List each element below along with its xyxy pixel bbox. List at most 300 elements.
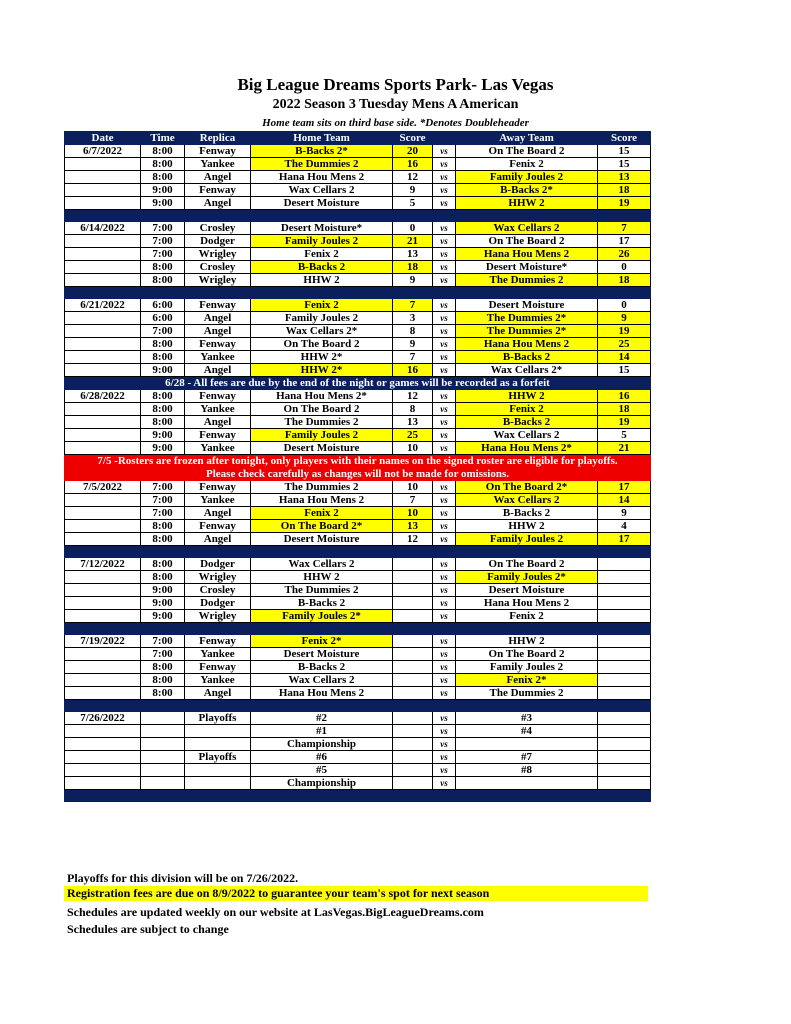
vs-label: vs — [433, 248, 456, 261]
field-name: Angel — [185, 364, 251, 377]
table-row — [65, 777, 651, 790]
home-team: Fenix 2* — [251, 635, 393, 648]
header-row — [65, 132, 651, 145]
game-date — [65, 184, 141, 197]
home-score — [393, 648, 433, 661]
field-name: Dodger — [185, 597, 251, 610]
separator-bar — [65, 623, 651, 635]
home-score: 7 — [393, 351, 433, 364]
table-row — [65, 197, 651, 210]
field-name: Wrigley — [185, 248, 251, 261]
home-score: 10 — [393, 481, 433, 494]
separator-bar — [65, 700, 651, 712]
game-time: 7:00 — [141, 635, 185, 648]
field-name: Angel — [185, 171, 251, 184]
roster-notice: Please check carefully as changes will not be made for omissions. — [65, 468, 651, 481]
away-team: HHW 2 — [456, 390, 598, 403]
away-score: 9 — [598, 312, 651, 325]
home-team: Desert Moisture* — [251, 222, 393, 235]
away-score — [598, 597, 651, 610]
home-team: Wax Cellars 2 — [251, 184, 393, 197]
away-score — [598, 712, 651, 725]
home-team: Family Joules 2 — [251, 312, 393, 325]
home-team: On The Board 2 — [251, 403, 393, 416]
table-row — [65, 533, 651, 546]
game-time: 8:00 — [141, 558, 185, 571]
away-team: On The Board 2 — [456, 235, 598, 248]
section-separator — [65, 210, 651, 222]
schedule-body — [65, 145, 651, 802]
roster-notice: 7/5 -Rosters are frozen after tonight, only players with their names on the signed roster are eligible for playoffs. — [65, 455, 651, 468]
field-name: Yankee — [185, 351, 251, 364]
away-team: On The Board 2 — [456, 648, 598, 661]
table-row — [65, 661, 651, 674]
home-team: Family Joules 2 — [251, 235, 393, 248]
separator-bar — [65, 287, 651, 299]
field-name: Wrigley — [185, 571, 251, 584]
game-date — [65, 171, 141, 184]
game-date — [65, 158, 141, 171]
away-score: 9 — [598, 507, 651, 520]
away-score — [598, 584, 651, 597]
table-row — [65, 235, 651, 248]
table-row — [65, 751, 651, 764]
game-date — [65, 520, 141, 533]
away-team: Fenix 2 — [456, 610, 598, 623]
vs-label: vs — [433, 725, 456, 738]
away-team: Wax Cellars 2 — [456, 494, 598, 507]
vs-label: vs — [433, 390, 456, 403]
table-row — [65, 274, 651, 287]
away-team: #4 — [456, 725, 598, 738]
table-row — [65, 520, 651, 533]
col-home-team: Home Team — [251, 132, 393, 145]
home-team: Championship — [251, 777, 393, 790]
away-score: 15 — [598, 158, 651, 171]
away-team: Fenix 2 — [456, 158, 598, 171]
away-team: #3 — [456, 712, 598, 725]
game-date — [65, 248, 141, 261]
game-time: 8:00 — [141, 533, 185, 546]
away-score: 16 — [598, 390, 651, 403]
home-score: 9 — [393, 274, 433, 287]
home-score: 13 — [393, 520, 433, 533]
away-team: Family Joules 2 — [456, 533, 598, 546]
table-row — [65, 158, 651, 171]
vs-label: vs — [433, 558, 456, 571]
away-team: Desert Moisture* — [456, 261, 598, 274]
vs-label: vs — [433, 674, 456, 687]
col-replica: Replica — [185, 132, 251, 145]
home-score: 5 — [393, 197, 433, 210]
field-name: Wrigley — [185, 274, 251, 287]
field-name: Angel — [185, 312, 251, 325]
away-score — [598, 777, 651, 790]
vs-label: vs — [433, 158, 456, 171]
game-date — [65, 197, 141, 210]
vs-label: vs — [433, 738, 456, 751]
page-title: Big League Dreams Sports Park- Las Vegas — [237, 75, 554, 94]
vs-label: vs — [433, 299, 456, 312]
footer-registration: Registration fees are due on 8/9/2022 to guarantee your team's spot for next season — [64, 886, 648, 901]
home-team: Fenix 2 — [251, 299, 393, 312]
footer-website: Schedules are updated weekly on our website at LasVegas.BigLeagueDreams.com — [67, 905, 484, 919]
away-score: 15 — [598, 364, 651, 377]
table-row — [65, 184, 651, 197]
field-name: Angel — [185, 325, 251, 338]
game-date — [65, 687, 141, 700]
col-away-score: Score — [598, 132, 651, 145]
home-score — [393, 751, 433, 764]
home-score: 10 — [393, 507, 433, 520]
away-team — [456, 738, 598, 751]
field-name: Fenway — [185, 299, 251, 312]
field-name: Playoffs — [185, 751, 251, 764]
home-team: On The Board 2 — [251, 338, 393, 351]
away-team: HHW 2 — [456, 635, 598, 648]
vs-label: vs — [433, 364, 456, 377]
field-name: Yankee — [185, 403, 251, 416]
home-team: HHW 2* — [251, 351, 393, 364]
vs-label: vs — [433, 351, 456, 364]
home-score: 13 — [393, 248, 433, 261]
game-time: 9:00 — [141, 584, 185, 597]
away-team: The Dummies 2 — [456, 274, 598, 287]
vs-label: vs — [433, 597, 456, 610]
notice-row — [65, 377, 651, 390]
home-score — [393, 597, 433, 610]
home-score: 9 — [393, 338, 433, 351]
game-date: 6/21/2022 — [65, 299, 141, 312]
home-team: B-Backs 2 — [251, 261, 393, 274]
table-row — [65, 494, 651, 507]
home-score: 12 — [393, 171, 433, 184]
game-time — [141, 777, 185, 790]
away-score: 14 — [598, 351, 651, 364]
game-time — [141, 725, 185, 738]
game-time: 8:00 — [141, 261, 185, 274]
vs-label: vs — [433, 197, 456, 210]
home-score: 7 — [393, 299, 433, 312]
game-date: 7/26/2022 — [65, 712, 141, 725]
away-team: Fenix 2 — [456, 403, 598, 416]
away-score: 19 — [598, 416, 651, 429]
table-row — [65, 364, 651, 377]
table-row — [65, 725, 651, 738]
vs-label: vs — [433, 429, 456, 442]
game-time: 6:00 — [141, 299, 185, 312]
game-time: 9:00 — [141, 610, 185, 623]
section-separator — [65, 287, 651, 299]
game-time: 8:00 — [141, 674, 185, 687]
table-row — [65, 222, 651, 235]
field-name: Fenway — [185, 184, 251, 197]
away-score — [598, 738, 651, 751]
away-team: Wax Cellars 2 — [456, 222, 598, 235]
field-name — [185, 764, 251, 777]
game-date — [65, 764, 141, 777]
field-name: Fenway — [185, 520, 251, 533]
field-name: Crosley — [185, 222, 251, 235]
table-row — [65, 635, 651, 648]
home-score: 3 — [393, 312, 433, 325]
roster-notice-row — [65, 455, 651, 468]
home-team-note: Home team sits on third base side. *Denotes Doubleheader — [262, 117, 529, 129]
away-team: Wax Cellars 2 — [456, 429, 598, 442]
game-date: 7/12/2022 — [65, 558, 141, 571]
away-score: 0 — [598, 261, 651, 274]
home-score: 12 — [393, 390, 433, 403]
away-score — [598, 571, 651, 584]
table-row — [65, 610, 651, 623]
table-row — [65, 325, 651, 338]
game-date — [65, 235, 141, 248]
home-team: Hana Hou Mens 2 — [251, 171, 393, 184]
separator-bar — [65, 210, 651, 222]
game-time: 9:00 — [141, 597, 185, 610]
field-name: Fenway — [185, 481, 251, 494]
away-score — [598, 558, 651, 571]
home-score: 16 — [393, 364, 433, 377]
away-team: Hana Hou Mens 2 — [456, 597, 598, 610]
home-score — [393, 777, 433, 790]
home-team: Wax Cellars 2 — [251, 558, 393, 571]
section-separator — [65, 546, 651, 558]
away-team: On The Board 2* — [456, 481, 598, 494]
home-team: Fenix 2 — [251, 507, 393, 520]
game-time: 9:00 — [141, 184, 185, 197]
game-time: 7:00 — [141, 481, 185, 494]
away-team: B-Backs 2 — [456, 351, 598, 364]
table-row — [65, 429, 651, 442]
away-score: 5 — [598, 429, 651, 442]
table-row — [65, 712, 651, 725]
home-score — [393, 661, 433, 674]
game-time: 8:00 — [141, 416, 185, 429]
vs-label: vs — [433, 494, 456, 507]
game-date — [65, 403, 141, 416]
away-score — [598, 610, 651, 623]
field-name: Wrigley — [185, 610, 251, 623]
game-time: 6:00 — [141, 312, 185, 325]
home-score — [393, 725, 433, 738]
home-team: #2 — [251, 712, 393, 725]
vs-label: vs — [433, 403, 456, 416]
home-score: 8 — [393, 325, 433, 338]
section-separator — [65, 700, 651, 712]
away-score: 13 — [598, 171, 651, 184]
game-time: 7:00 — [141, 248, 185, 261]
home-team: The Dummies 2 — [251, 158, 393, 171]
schedule-table — [64, 131, 651, 802]
game-date — [65, 584, 141, 597]
away-team: Desert Moisture — [456, 584, 598, 597]
game-time: 8:00 — [141, 571, 185, 584]
footer-subject: Schedules are subject to change — [67, 922, 229, 936]
away-score: 21 — [598, 442, 651, 455]
field-name: Yankee — [185, 442, 251, 455]
away-score: 18 — [598, 184, 651, 197]
game-date — [65, 261, 141, 274]
col-away-team: Away Team — [456, 132, 598, 145]
game-date: 7/5/2022 — [65, 481, 141, 494]
home-score: 16 — [393, 158, 433, 171]
table-row — [65, 558, 651, 571]
away-score — [598, 674, 651, 687]
home-team: Hana Hou Mens 2* — [251, 390, 393, 403]
col-date: Date — [65, 132, 141, 145]
field-name: Yankee — [185, 648, 251, 661]
section-separator — [65, 790, 651, 802]
vs-label: vs — [433, 442, 456, 455]
table-row — [65, 338, 651, 351]
game-date — [65, 274, 141, 287]
home-team: Desert Moisture — [251, 442, 393, 455]
away-team: On The Board 2 — [456, 145, 598, 158]
vs-label: vs — [433, 222, 456, 235]
home-score — [393, 571, 433, 584]
home-team: #1 — [251, 725, 393, 738]
away-team: Hana Hou Mens 2 — [456, 248, 598, 261]
home-score — [393, 584, 433, 597]
home-score: 8 — [393, 403, 433, 416]
away-team: #7 — [456, 751, 598, 764]
away-team: The Dummies 2* — [456, 325, 598, 338]
field-name — [185, 738, 251, 751]
game-time: 8:00 — [141, 661, 185, 674]
game-time: 7:00 — [141, 648, 185, 661]
game-date — [65, 364, 141, 377]
away-score: 15 — [598, 145, 651, 158]
vs-label: vs — [433, 635, 456, 648]
field-name: Angel — [185, 197, 251, 210]
away-score — [598, 764, 651, 777]
table-row — [65, 403, 651, 416]
field-name: Dodger — [185, 558, 251, 571]
game-date: 6/7/2022 — [65, 145, 141, 158]
field-name: Fenway — [185, 429, 251, 442]
game-date — [65, 674, 141, 687]
field-name: Fenway — [185, 145, 251, 158]
game-date — [65, 351, 141, 364]
away-score — [598, 751, 651, 764]
game-date — [65, 597, 141, 610]
away-team: On The Board 2 — [456, 558, 598, 571]
vs-label: vs — [433, 274, 456, 287]
vs-label: vs — [433, 777, 456, 790]
away-score: 17 — [598, 235, 651, 248]
home-team: Wax Cellars 2 — [251, 674, 393, 687]
table-row — [65, 442, 651, 455]
home-score: 13 — [393, 416, 433, 429]
game-date — [65, 738, 141, 751]
game-date — [65, 416, 141, 429]
away-score: 17 — [598, 533, 651, 546]
game-date — [65, 648, 141, 661]
vs-label: vs — [433, 648, 456, 661]
table-row — [65, 312, 651, 325]
field-name: Dodger — [185, 235, 251, 248]
field-name: Playoffs — [185, 712, 251, 725]
home-score — [393, 687, 433, 700]
col-time: Time — [141, 132, 185, 145]
footer-playoffs: Playoffs for this division will be on 7/26/2022. — [67, 871, 299, 885]
home-team: B-Backs 2 — [251, 597, 393, 610]
vs-label: vs — [433, 764, 456, 777]
table-row — [65, 390, 651, 403]
game-date — [65, 725, 141, 738]
field-name: Yankee — [185, 674, 251, 687]
away-team: Family Joules 2 — [456, 661, 598, 674]
vs-label: vs — [433, 520, 456, 533]
away-team: Family Joules 2 — [456, 171, 598, 184]
vs-label: vs — [433, 416, 456, 429]
game-date: 7/19/2022 — [65, 635, 141, 648]
table-row — [65, 145, 651, 158]
game-date — [65, 571, 141, 584]
away-score — [598, 661, 651, 674]
roster-notice-row — [65, 468, 651, 481]
vs-label: vs — [433, 661, 456, 674]
home-team: The Dummies 2 — [251, 584, 393, 597]
game-date — [65, 507, 141, 520]
vs-label: vs — [433, 610, 456, 623]
away-team: Wax Cellars 2* — [456, 364, 598, 377]
game-time: 9:00 — [141, 442, 185, 455]
game-date — [65, 312, 141, 325]
field-name: Fenway — [185, 338, 251, 351]
field-name: Yankee — [185, 158, 251, 171]
home-score — [393, 674, 433, 687]
away-score — [598, 648, 651, 661]
home-score — [393, 635, 433, 648]
game-date — [65, 533, 141, 546]
home-team: Wax Cellars 2* — [251, 325, 393, 338]
game-time — [141, 738, 185, 751]
home-score: 9 — [393, 184, 433, 197]
table-row — [65, 764, 651, 777]
game-time: 8:00 — [141, 390, 185, 403]
home-score: 20 — [393, 145, 433, 158]
home-team: The Dummies 2 — [251, 416, 393, 429]
field-name: Fenway — [185, 635, 251, 648]
away-team: B-Backs 2 — [456, 416, 598, 429]
vs-label: vs — [433, 751, 456, 764]
table-row — [65, 597, 651, 610]
table-row — [65, 416, 651, 429]
table-row — [65, 687, 651, 700]
col-home-score: Score — [393, 132, 433, 145]
field-name — [185, 725, 251, 738]
vs-label: vs — [433, 171, 456, 184]
field-name: Yankee — [185, 494, 251, 507]
game-date: 6/28/2022 — [65, 390, 141, 403]
field-name: Crosley — [185, 584, 251, 597]
home-score: 21 — [393, 235, 433, 248]
game-time: 8:00 — [141, 274, 185, 287]
game-date — [65, 610, 141, 623]
away-score: 19 — [598, 325, 651, 338]
game-date — [65, 429, 141, 442]
away-score: 7 — [598, 222, 651, 235]
vs-label: vs — [433, 235, 456, 248]
home-team: B-Backs 2 — [251, 661, 393, 674]
home-score — [393, 558, 433, 571]
home-score — [393, 764, 433, 777]
game-time: 8:00 — [141, 403, 185, 416]
game-time: 8:00 — [141, 520, 185, 533]
game-date — [65, 494, 141, 507]
